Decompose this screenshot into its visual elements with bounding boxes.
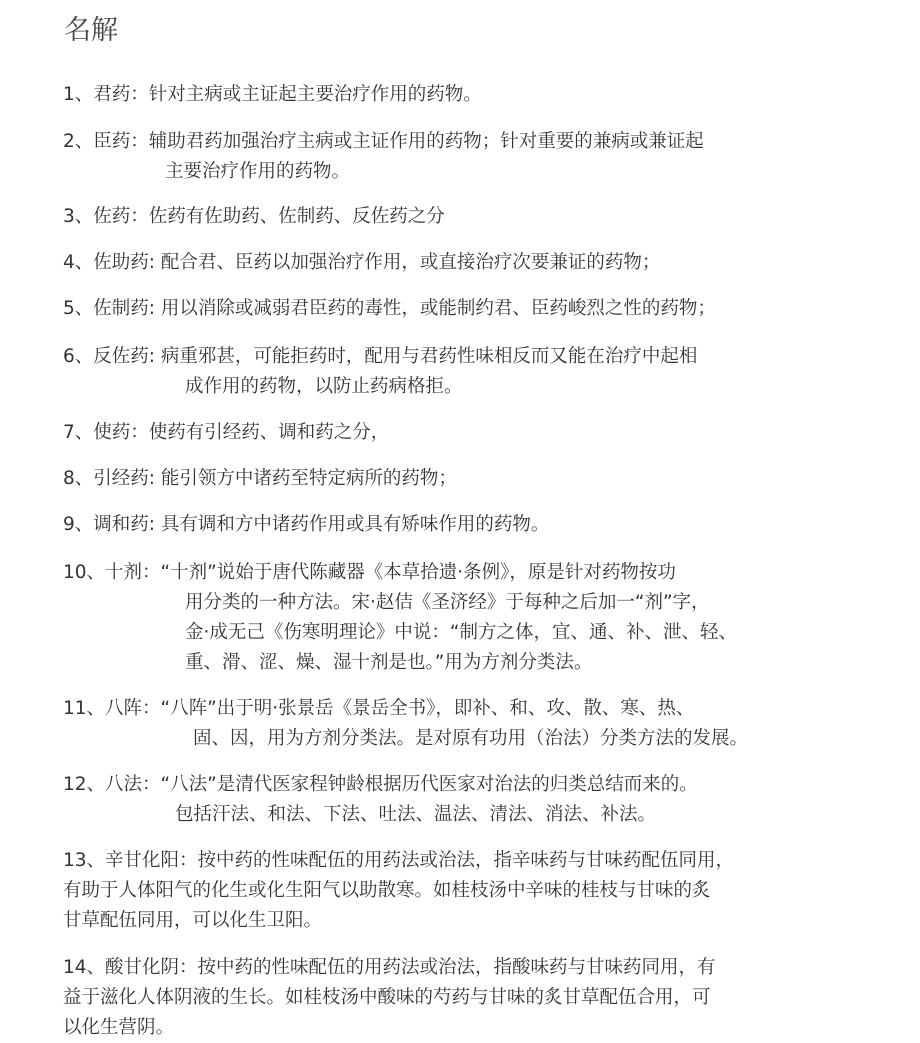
entry-5 — [63, 294, 716, 324]
entry-line: 固、因，用为方剂分类法。是对原有功用（治法）分类方法的发展。 — [193, 728, 749, 749]
entry-line: 有助于人体阳气的化生或化生阳气以助散寒。如桂枝汤中辛味的桂枝与甘味的炙 — [63, 880, 711, 901]
entry-1 — [63, 80, 482, 110]
page-title: 名解 — [64, 15, 118, 46]
entry-line: 2、臣药：辅助君药加强治疗主病或主证作用的药物；针对重要的兼病或兼证起 — [63, 131, 704, 152]
entry-4 — [63, 248, 660, 278]
entry-11 — [63, 694, 748, 754]
entry-line: 6、反佐药: 病重邪甚，可能拒药时，配用与君药性味相反而又能在治疗中起相 — [63, 346, 698, 367]
entry-line: 益于滋化人体阴液的生长。如桂枝汤中酸味的芍药与甘味的炙甘草配伍合用，可 — [63, 987, 711, 1008]
entry-12 — [63, 770, 698, 830]
entry-line: 13、辛甘化阳：按中药的性味配伍的用药法或治法，指辛味药与甘味药配伍同用， — [63, 850, 735, 871]
entry-14 — [63, 953, 716, 1043]
entry-line: 重、滑、涩、燥、湿十剂是也。”用为方剂分类法。 — [185, 652, 593, 673]
entry-13 — [63, 846, 734, 936]
entry-line: 主要治疗作用的药物。 — [165, 161, 351, 182]
entry-line: 金·成无己《伤寒明理论》中说：“制方之体，宜、通、补、泄、轻、 — [185, 622, 737, 643]
entry-line: 10、十剂：“十剂”说始于唐代陈藏器《本草拾遗·条例》，原是针对药物按功 — [63, 562, 676, 583]
entry-line: 9、调和药: 具有调和方中诸药作用或具有矫味作用的药物。 — [63, 514, 550, 535]
entry-7 — [63, 418, 389, 448]
entry-line: 14、酸甘化阴：按中药的性味配伍的用药法或治法，指酸味药与甘味药同用，有 — [63, 957, 716, 978]
entry-9 — [63, 510, 549, 540]
entry-10 — [63, 558, 737, 678]
entry-6 — [63, 342, 697, 402]
entry-8 — [63, 464, 457, 494]
entry-line: 5、佐制药: 用以消除或减弱君臣药的毒性，或能制约君、臣药峻烈之性的药物； — [63, 298, 716, 319]
entry-line: 8、引经药: 能引领方中诸药至特定病所的药物； — [63, 468, 457, 489]
entry-line: 成作用的药物，以防止药病格拒。 — [185, 376, 463, 397]
entry-line: 12、八法：“八法”是清代医家程钟龄根据历代医家对治法的归类总结而来的。 — [63, 774, 698, 795]
entry-2 — [63, 127, 704, 187]
entry-line: 甘草配伍同用，可以化生卫阳。 — [63, 910, 323, 931]
entry-line: 7、使药：使药有引经药、调和药之分， — [63, 422, 390, 443]
entry-3 — [63, 202, 445, 232]
entry-line: 以化生营阴。 — [63, 1017, 175, 1038]
entry-line: 用分类的一种方法。宋·赵佶《圣济经》于每种之后加一“剂”字， — [185, 592, 710, 613]
entry-line: 11、八阵：“八阵”出于明·张景岳《景岳全书》，即补、和、攻、散、寒、热、 — [63, 698, 695, 719]
entry-line: 包括汗法、和法、下法、吐法、温法、清法、消法、补法。 — [175, 804, 657, 825]
entry-line: 4、佐助药: 配合君、臣药以加强治疗作用，或直接治疗次要兼证的药物； — [63, 252, 661, 273]
entry-line: 3、佐药：佐药有佐助药、佐制药、反佐药之分 — [63, 206, 445, 227]
entry-line: 1、君药：针对主病或主证起主要治疗作用的药物。 — [63, 84, 482, 105]
